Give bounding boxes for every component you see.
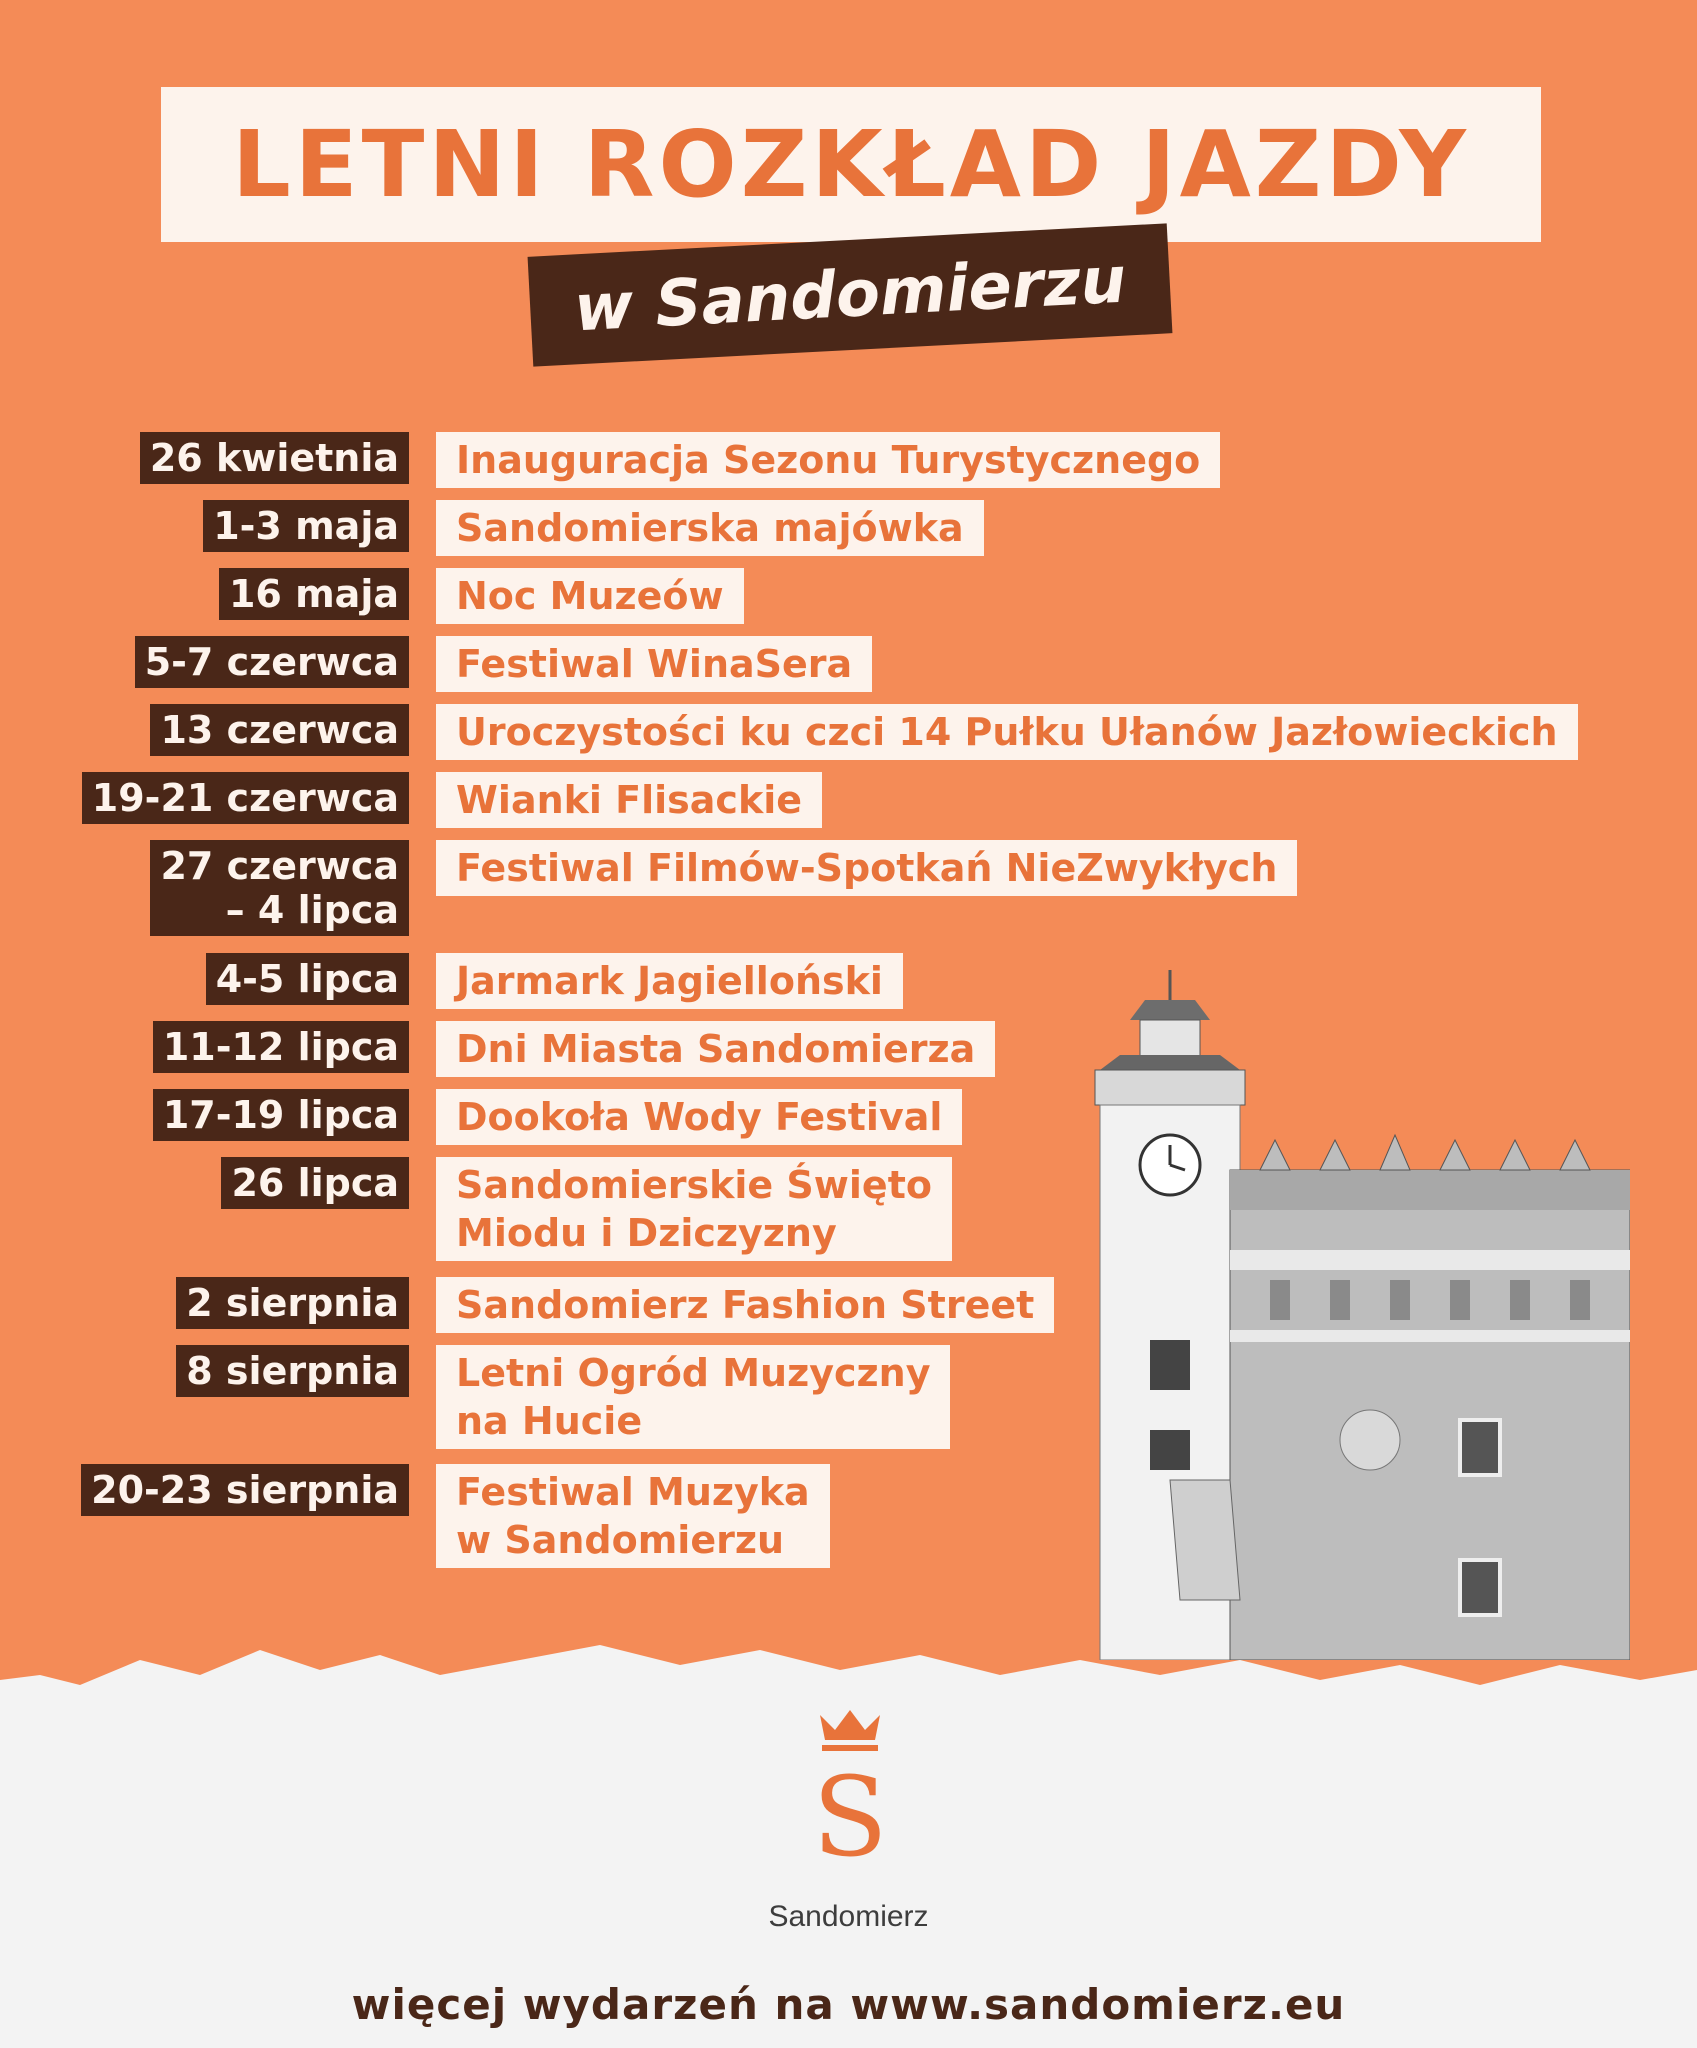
event-name: Festiwal WinaSera (436, 636, 872, 692)
town-hall-illustration (1070, 960, 1630, 1660)
event-name: Festiwal Filmów-Spotkań NieZwykłych (436, 840, 1297, 896)
event-date: 17-19 lipca (153, 1089, 409, 1141)
page-subtitle: w Sandomierzu (572, 243, 1128, 347)
event-name: Noc Muzeów (436, 568, 744, 624)
event-name: Letni Ogród Muzyczny na Hucie (436, 1345, 950, 1449)
event-name: Wianki Flisackie (436, 772, 822, 828)
event-date: 19-21 czerwca (82, 772, 409, 824)
event-date: 20-23 sierpnia (81, 1464, 409, 1516)
event-date: 1-3 maja (203, 500, 409, 552)
subtitle-banner (528, 223, 1173, 366)
event-date: 8 sierpnia (176, 1345, 409, 1397)
event-date: 5-7 czerwca (135, 636, 409, 688)
event-date: 16 maja (219, 568, 409, 620)
title-banner (161, 87, 1541, 242)
event-name: Sandomierska majówka (436, 500, 984, 556)
logo-name: Sandomierz (768, 1900, 929, 1933)
event-name: Uroczystości ku czci 14 Pułku Ułanów Jazłowieckich (436, 704, 1578, 760)
event-date: 13 czerwca (150, 704, 409, 756)
page-title: LETNI ROZKŁAD JAZDY (232, 111, 1470, 218)
event-name: Sandomierskie Święto Miodu i Dziczyzny (436, 1157, 952, 1261)
event-name: Dni Miasta Sandomierza (436, 1021, 995, 1077)
event-date: 26 lipca (221, 1157, 409, 1209)
event-date: 27 czerwca – 4 lipca (150, 840, 409, 936)
event-date: 11-12 lipca (153, 1021, 409, 1073)
event-name: Sandomierz Fashion Street (436, 1277, 1054, 1333)
crowned-s-logo-icon (810, 1705, 890, 1865)
footer-link-text: więcej wydarzeń na www.sandomierz.eu (351, 1980, 1346, 2029)
event-date: 4-5 lipca (206, 953, 409, 1005)
event-name: Inauguracja Sezonu Turystycznego (436, 432, 1220, 488)
event-date: 2 sierpnia (176, 1277, 409, 1329)
svg-text:S: S (812, 1753, 888, 1865)
event-name: Dookoła Wody Festival (436, 1089, 962, 1145)
event-date: 26 kwietnia (140, 432, 409, 484)
event-name: Jarmark Jagielloński (436, 953, 903, 1009)
event-name: Festiwal Muzyka w Sandomierzu (436, 1464, 830, 1568)
